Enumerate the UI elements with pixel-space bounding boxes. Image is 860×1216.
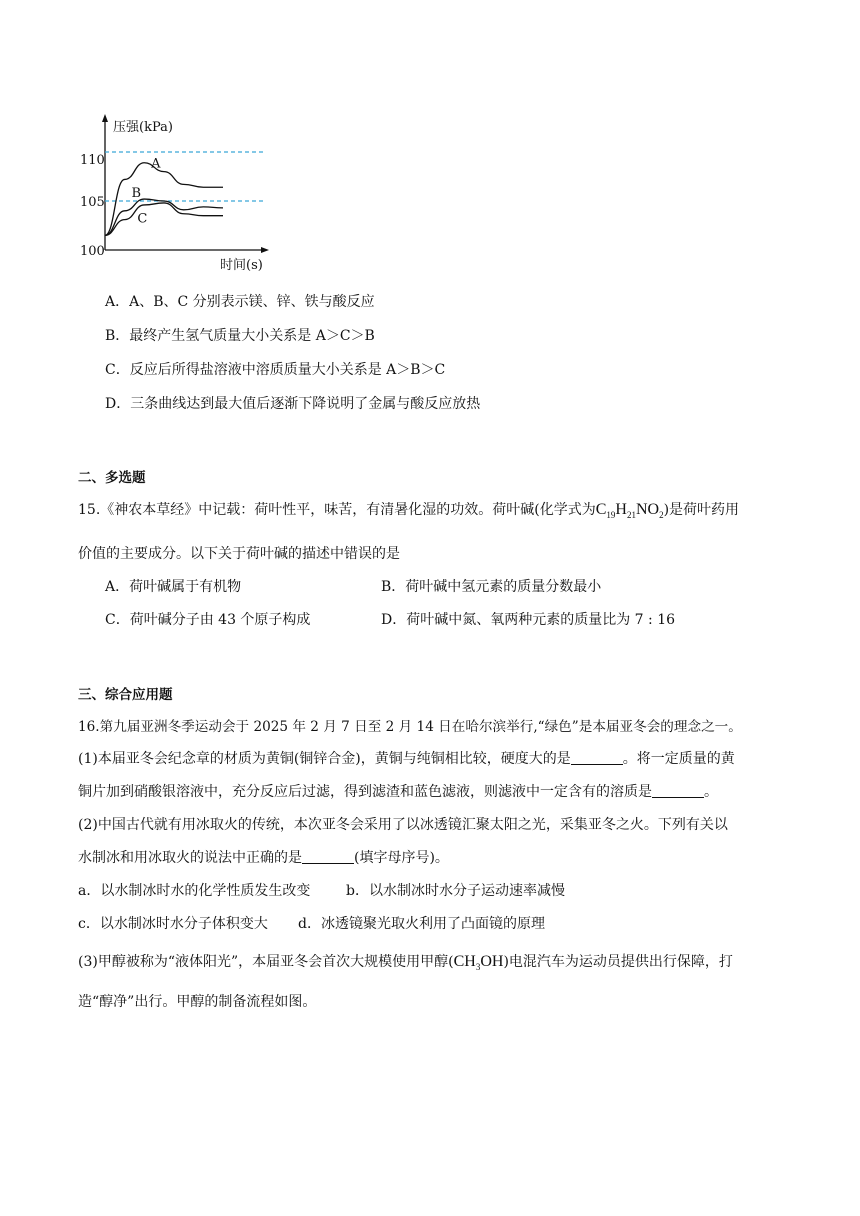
q14-option-a: A．A、B、C 分别表示镁、锌、铁与酸反应 (105, 294, 375, 310)
q16-part1-line1 (78, 748, 735, 768)
series-label-a: A (151, 156, 161, 172)
q16-option-b: b．以水制冰时水分子运动速率减慢 (346, 883, 565, 899)
q16-part2-line2 (78, 847, 449, 867)
q16-p3-text-2: )电混汽车为运动员提供出行保障，打 (503, 954, 733, 970)
pressure-time-chart (78, 112, 278, 277)
q16-p1-text-3: 铜片加到硝酸银溶液中，充分反应后过滤，得到滤渣和蓝色滤液，则滤液中一定含有的溶质是 (78, 784, 652, 800)
q16-p2-text: 水制冰和用冰取火的说法中正确的是 (78, 850, 302, 866)
q16-p1-text-4: 。 (704, 784, 718, 800)
series-line-b (105, 199, 223, 235)
q16-option-a: a．以水制冰时水的化学性质发生改变 (78, 883, 311, 899)
formula-h: H (615, 501, 627, 518)
methanol-formula (453, 953, 504, 973)
q15-stem-text-end: )是荷叶药用 (663, 502, 740, 518)
section-3-heading: 三、综合应用题 (78, 687, 173, 703)
q14-option-b: B．最终产生氢气质量大小关系是 A＞C＞B (105, 328, 375, 344)
q16-stem: 16.第九届亚洲冬季运动会于 2025 年 2 月 7 日至 2 月 14 日在哈尔滨举行,“绿色”是本届亚冬会的理念之一。 (78, 719, 742, 735)
answer-blank-2[interactable] (652, 783, 704, 798)
q15-option-d: D．荷叶碱中氮、氧两种元素的质量比为 7 : 16 (381, 612, 676, 628)
q15-stem-line1 (78, 499, 739, 520)
q16-option-c: c．以水制冰时水分子体积变大 (78, 916, 268, 932)
q16-p1-text: (1)本届亚冬会纪念章的材质为黄铜(铜锌合金)，黄铜与纯铜相比较，硬度大的是 (78, 751, 571, 767)
y-tick-110: 110 (80, 153, 105, 168)
y-axis-arrow (102, 114, 108, 122)
series-line-c (105, 203, 223, 235)
q16-option-d: d．冰透镜聚光取火利用了凸面镜的原理 (298, 916, 545, 932)
answer-blank-3[interactable] (302, 849, 354, 864)
methanol-3: 3 (475, 962, 481, 973)
q16-part3-line2: 造“醇净”出行。甲醇的制备流程如图。 (78, 994, 317, 1010)
x-axis-arrow (261, 247, 269, 253)
series-label-b: B (131, 186, 142, 202)
y-tick-105: 105 (80, 195, 105, 210)
q14-option-c: C．反应后所得盐溶液中溶质质量大小关系是 A＞B＞C (105, 362, 446, 378)
q16-part1-line2 (78, 781, 718, 801)
q15-stem-line2: 价值的主要成分。以下关于荷叶碱的描述中错误的是 (78, 546, 400, 562)
y-tick-100: 100 (80, 244, 105, 259)
q15-option-b: B．荷叶碱中氢元素的质量分数最小 (381, 579, 602, 595)
section-2-heading: 二、多选题 (78, 470, 146, 486)
x-axis-label: 时间(s) (220, 258, 263, 273)
methanol-c: C (453, 953, 465, 970)
q16-part3-line1 (78, 951, 733, 972)
q15-stem-text: 15.《神农本草经》中记载：荷叶性平，味苦，有清暑化湿的功效。荷叶碱(化学式为 (78, 502, 596, 518)
formula-21: 21 (626, 510, 636, 521)
methanol-oh: OH (480, 953, 504, 970)
series-line-a (105, 163, 223, 236)
series-label-c: C (137, 211, 148, 227)
q15-formula (595, 501, 664, 521)
q16-p2-text-2: (填字母序号)。 (354, 850, 449, 866)
answer-blank-1[interactable] (571, 750, 623, 765)
q16-p3-text: (3)甲醇被称为“液体阳光”，本届亚冬会首次大规模使用甲醇( (78, 954, 454, 970)
formula-2: 2 (659, 510, 664, 521)
formula-c: C (595, 501, 607, 518)
formula-19: 19 (606, 510, 616, 521)
q14-option-d: D．三条曲线达到最大值后逐渐下降说明了金属与酸反应放热 (105, 396, 481, 412)
formula-no: NO (635, 501, 660, 518)
q15-option-a: A．荷叶碱属于有机物 (105, 579, 242, 595)
q15-option-c: C．荷叶碱分子由 43 个原子构成 (105, 612, 311, 628)
q16-part2-line1: (2)中国古代就有用冰取火的传统，本次亚冬会采用了以冰透镜汇聚太阳之光，采集亚冬之火。下列有关以 (78, 817, 728, 833)
methanol-h: H (464, 953, 476, 970)
y-axis-label: 压强(kPa) (113, 120, 173, 135)
q16-p1-text-2: 。将一定质量的黄 (622, 751, 735, 767)
